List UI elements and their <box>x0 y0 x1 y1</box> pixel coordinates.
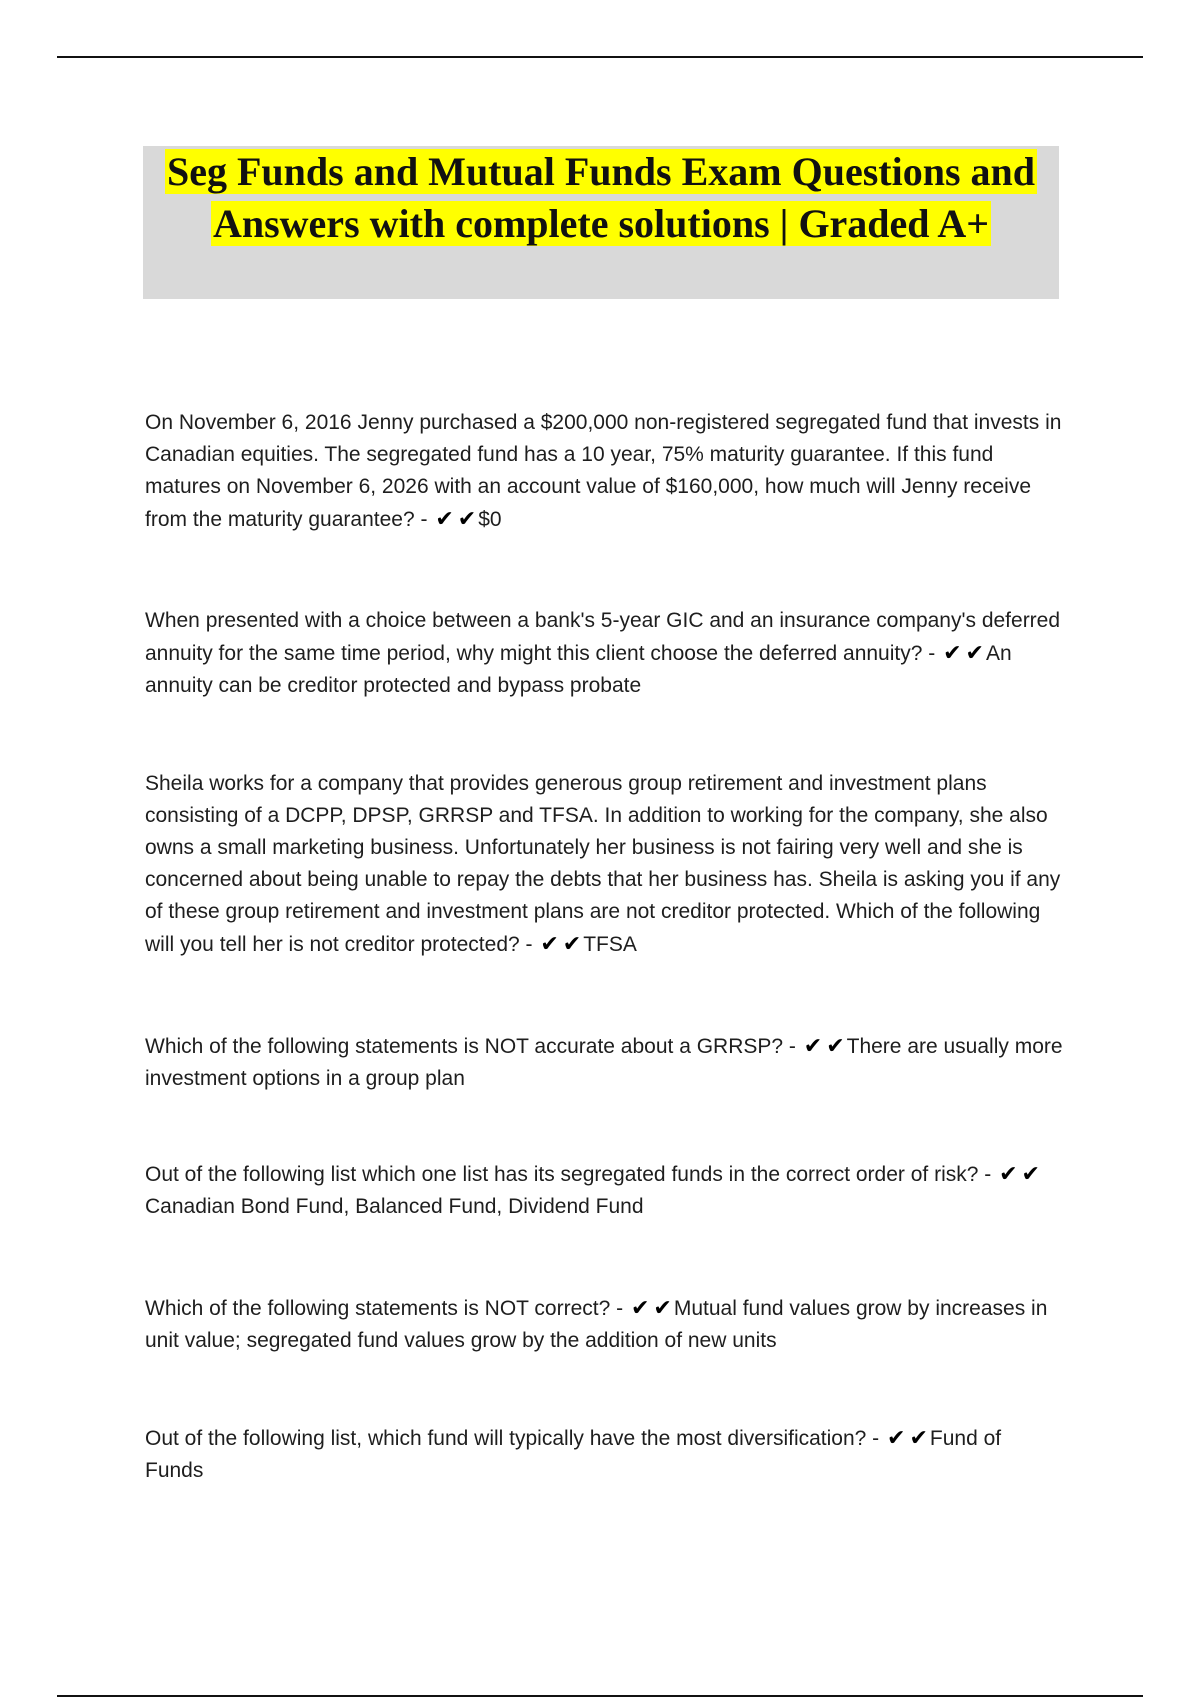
answer-text: Canadian Bond Fund, Balanced Fund, Dividend Fund <box>145 1195 644 1218</box>
check-icon: ✔ <box>803 1033 823 1058</box>
answer-text: Mutual fund values grow by increases in unit value; segregated fund values grow by the addition of new units <box>145 1297 1048 1352</box>
page-title-text: Seg Funds and Mutual Funds Exam Questions and Answers with complete solutions | Graded A+ <box>166 149 1036 246</box>
question-text: Out of the following list, which fund will typically have the most diversification? <box>145 1427 867 1450</box>
answer-text: Fund of Funds <box>145 1427 1002 1482</box>
qa-item <box>145 605 1065 702</box>
check-icon: ✔ <box>1021 1161 1040 1186</box>
answer-text: There are usually more investment options in a group plan <box>145 1035 1063 1090</box>
question-text: When presented with a choice between a bank's 5-year GIC and an insurance company's deferred annuity for the same time period, why might this client choose the deferred annuity? <box>145 609 1061 665</box>
bottom-rule <box>57 1695 1143 1697</box>
check-icon: ✔ <box>999 1161 1018 1186</box>
title-box <box>143 146 1059 299</box>
check-icon: ✔ <box>887 1425 906 1450</box>
qa-item <box>145 768 1065 961</box>
separator: - <box>866 1427 886 1450</box>
check-icon: ✔ <box>909 1425 928 1450</box>
separator: - <box>783 1035 802 1058</box>
separator: - <box>978 1163 998 1186</box>
question-text: Which of the following statements is NOT correct? <box>145 1297 611 1320</box>
answer-text: $0 <box>478 508 502 531</box>
question-text: On November 6, 2016 Jenny purchased a $200,000 non-registered segregated fund that invests in Canadian equities. The segregated fund has a 10 year, 75% maturity guarantee. If this fund matures on November 6, 2026 with an account value of $160,000, how much will Jenny receive from the maturity guarantee? <box>145 411 1062 531</box>
check-icon: ✔ <box>562 931 582 956</box>
question-text: Out of the following list which one list has its segregated funds in the correct order of risk? <box>145 1163 979 1186</box>
qa-item <box>145 407 1065 536</box>
qa-item <box>145 1422 1065 1487</box>
check-icon: ✔ <box>435 506 454 531</box>
qa-item <box>145 1030 1065 1095</box>
check-icon: ✔ <box>630 1295 650 1320</box>
qa-item <box>145 1292 1065 1357</box>
check-icon: ✔ <box>965 640 984 665</box>
separator: - <box>610 1297 629 1320</box>
check-icon: ✔ <box>540 931 559 956</box>
answer-text: An annuity can be creditor protected and bypass probate <box>145 642 1012 697</box>
separator: - <box>922 642 942 665</box>
check-icon: ✔ <box>943 640 962 665</box>
question-text: Which of the following statements is NOT accurate about a GRRSP? <box>145 1035 784 1058</box>
check-icon: ✔ <box>826 1033 845 1058</box>
top-rule <box>57 56 1143 58</box>
question-text: Sheila works for a company that provides generous group retirement and investment plans consisting of a DCPP, DPSP, GRRSP and TFSA. In addition to working for the company, she also owns a small marketing business. Unfortunately her business is not fairing very well and she is concerned about being unable to repay the debts that her business has. Sheila is asking you if any of these group retirement and investment plans are not creditor protected. Which of the following will you tell her is not creditor protected? <box>145 772 1061 956</box>
separator: - <box>414 508 434 531</box>
page-title <box>143 146 1059 250</box>
answer-text: TFSA <box>583 933 637 956</box>
qa-item <box>145 1158 1065 1223</box>
check-icon: ✔ <box>457 506 477 531</box>
check-icon: ✔ <box>653 1295 672 1320</box>
separator: - <box>519 933 539 956</box>
